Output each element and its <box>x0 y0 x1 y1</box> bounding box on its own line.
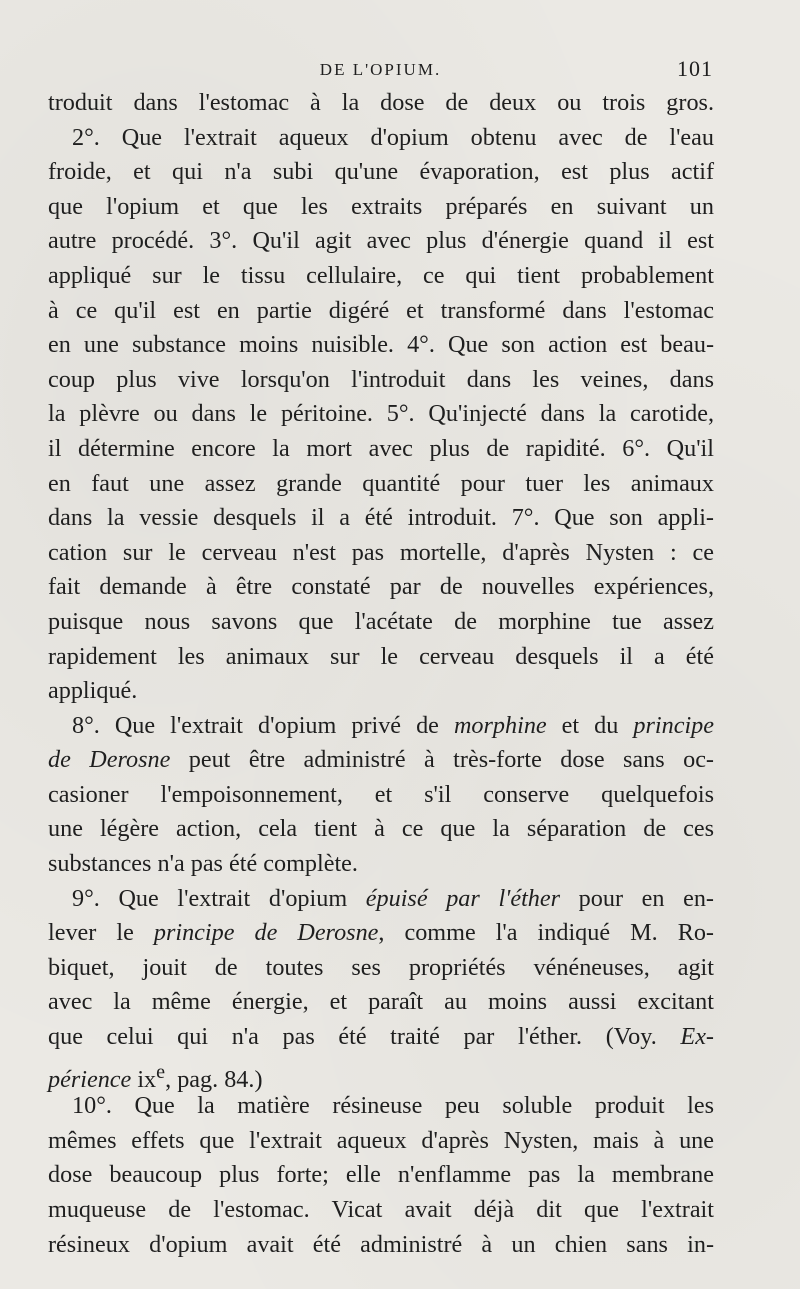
text-line: cation sur le cerveau n'est pas mortelle, d'après Nysten : ce <box>48 538 714 566</box>
text-line: coup plus vive lorsqu'on l'introduit dans les veines, dans <box>48 365 714 393</box>
page-header <box>48 56 713 86</box>
text-line: résineux d'opium avait été administré à un chien sans in- <box>48 1230 714 1258</box>
text-line <box>48 743 714 778</box>
italic-term: épuisé par l'éther <box>365 884 561 912</box>
text-line: que l'opium et que les extraits préparés en suivant un <box>48 192 714 220</box>
text-line: en une substance moins nuisible. 4°. Que son action est beau- <box>48 331 714 359</box>
text-line: puisque nous savons que l'acétate de morphine tue assez <box>48 607 714 635</box>
text-line: il détermine encore la mort avec plus de rapidité. 6°. Qu'il <box>48 434 714 462</box>
text-line: dans la vessie desquels il a été introduit. 7°. Que son appli- <box>48 504 714 532</box>
text-line: muqueuse de l'estomac. Vicat avait déjà dit que l'extrait <box>48 1196 714 1223</box>
text-line: froide, et qui n'a subi qu'une évaporation, est plus actif <box>48 158 714 186</box>
text-line: en faut une assez grande quantité pour tuer les animaux <box>48 469 714 497</box>
text-line: la plèvre ou dans le péritoine. 5°. Qu'injecté dans la carotide, <box>48 400 714 428</box>
text-segment: que celui qui n'a pas été traité par l'éther. (Voy. <box>48 1023 681 1051</box>
text-line <box>48 1020 714 1055</box>
text-line <box>48 916 714 951</box>
text-segment: , pag. 84.) <box>165 1065 263 1093</box>
text-line <box>48 709 714 744</box>
text-segment: 9°. Que l'extrait d'opium <box>72 884 366 912</box>
text-line: troduit dans l'estomac à la dose de deux ou trois gros. <box>48 89 714 116</box>
text-line: casioner l'empoisonnement, et s'il conserve quelquefois <box>48 780 714 808</box>
text-line: 10°. Que la matière résineuse peu soluble produit les <box>72 1092 714 1120</box>
text-segment: pour en en- <box>560 884 714 912</box>
italic-term: de Derosne <box>48 746 171 774</box>
running-title: DE L'OPIUM. <box>319 60 442 79</box>
text-segment: et du <box>546 711 634 739</box>
text-segment: 8°. Que l'extrait d'opium privé de <box>72 711 454 739</box>
italic-term: principe de Derosne <box>153 919 379 947</box>
text-line: appliqué. <box>48 677 138 705</box>
text-line: biquet, jouit de toutes ses propriétés vénéneuses, agit <box>48 953 714 981</box>
page-number: 101 <box>677 56 713 81</box>
text-line: rapidement les animaux sur le cerveau desquels il a été <box>48 642 714 670</box>
text-segment: lever le <box>48 919 154 947</box>
superscript: e <box>156 1060 166 1083</box>
text-segment: ix <box>131 1065 157 1093</box>
text-line: 2°. Que l'extrait aqueux d'opium obtenu avec de l'eau <box>72 123 714 151</box>
italic-term: morphine <box>453 711 547 739</box>
text-line: à ce qu'il est en partie digéré et transformé dans l'estomac <box>48 296 714 324</box>
text-line <box>48 882 714 917</box>
text-line: autre procédé. 3°. Qu'il agit avec plus d'énergie quand il est <box>48 227 714 255</box>
text-line: dose beaucoup plus forte; elle n'enflamme pas la membrane <box>48 1161 714 1189</box>
text-line: avec la même énergie, et paraît au moins aussi excitant <box>48 988 714 1016</box>
text-segment: peut être administré à très-forte dose sans oc- <box>170 746 714 774</box>
text-line: appliqué sur le tissu cellulaire, ce qui tient probablement <box>48 261 714 289</box>
italic-term: Ex- <box>680 1023 714 1051</box>
text-line: fait demande à être constaté par de nouvelles expériences, <box>48 573 714 601</box>
text-line: mêmes effets que l'extrait aqueux d'après Nysten, mais à une <box>48 1126 714 1154</box>
text-line <box>48 1055 714 1093</box>
text-line: substances n'a pas été complète. <box>48 850 358 878</box>
italic-term: périence <box>48 1065 132 1093</box>
italic-term: principe <box>633 711 714 739</box>
body-text <box>48 86 714 1262</box>
text-line: une légère action, cela tient à ce que la séparation de ces <box>48 815 714 843</box>
text-segment: , comme l'a indiqué M. Ro- <box>378 919 714 947</box>
